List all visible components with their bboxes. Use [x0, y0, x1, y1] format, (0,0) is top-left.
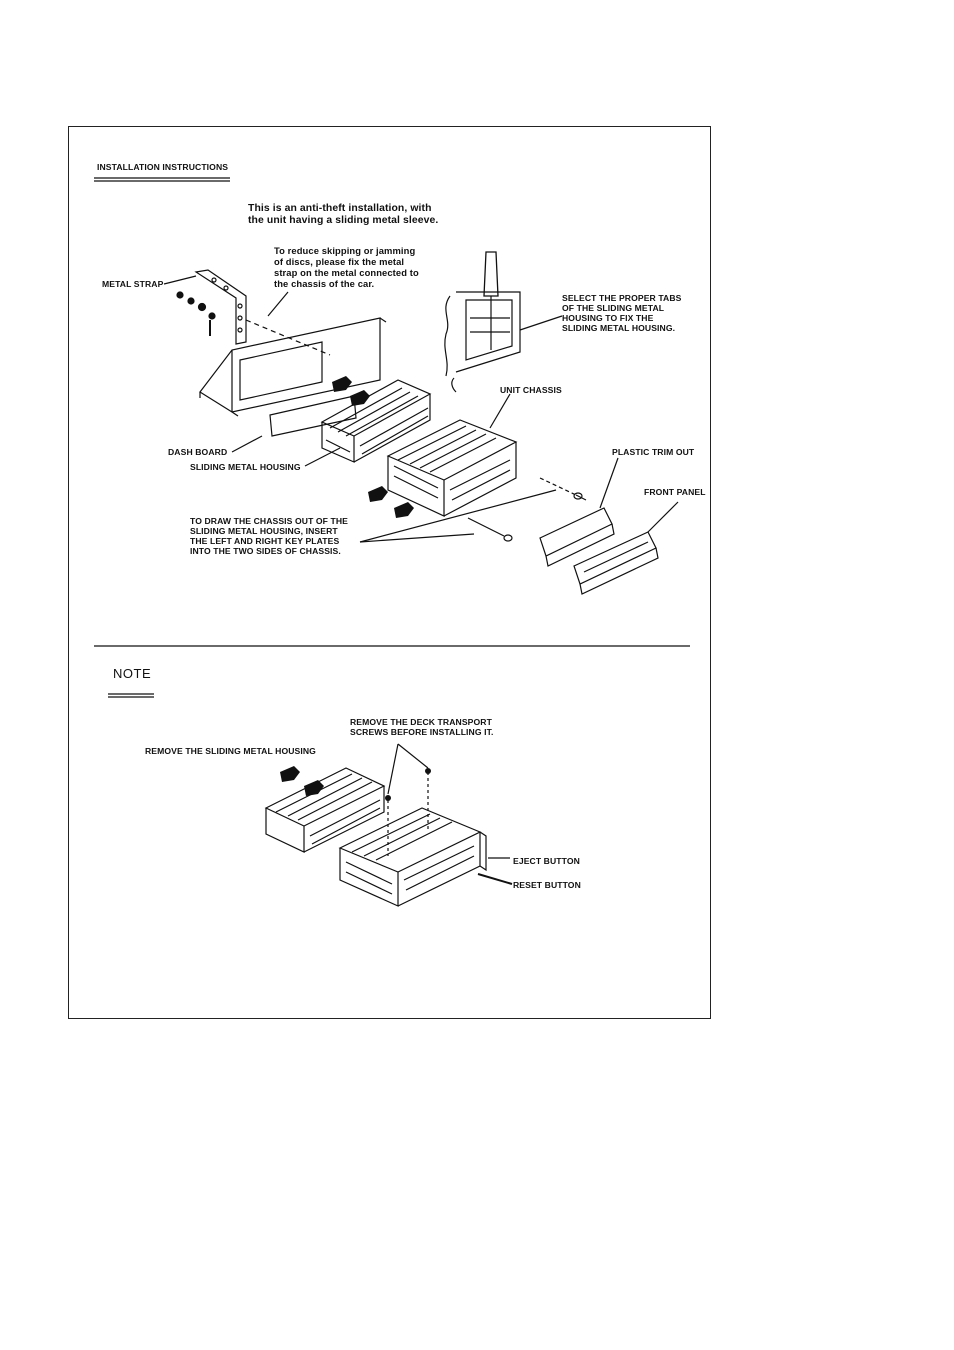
heading-underline	[94, 178, 230, 181]
metal-strap-label: METAL STRAP	[102, 279, 164, 289]
plastic-trim-illustration	[540, 458, 618, 566]
sliding-metal-housing-label: SLIDING METAL HOUSING	[190, 462, 301, 472]
front-panel-illustration	[574, 502, 678, 594]
select-tabs-label: SELECT THE PROPER TABS OF THE SLIDING METAL HOUSING TO FIX THE SLIDING METAL HOUSING.	[562, 293, 682, 333]
screwdriver-tabs-illustration	[445, 252, 520, 392]
draw-chassis-label: TO DRAW THE CHASSIS OUT OF THE SLIDING METAL HOUSING, INSERT THE LEFT AND RIGHT KEY PLATES INTO THE TWO SIDES OF CHASSIS.	[190, 516, 349, 556]
plastic-trim-out-label: PLASTIC TRIM OUT	[612, 447, 695, 457]
front-panel-label: FRONT PANEL	[644, 487, 706, 497]
dash-board-label: DASH BOARD	[168, 447, 228, 457]
direction-arrows	[280, 376, 431, 801]
leader-lines	[164, 276, 562, 466]
unit-chassis-illustration	[388, 394, 516, 516]
remove-screws-label: REMOVE THE DECK TRANSPORT SCREWS BEFORE INSTALLING IT.	[350, 717, 494, 737]
note-chassis-illustration	[340, 744, 512, 906]
reset-button-label: RESET BUTTON	[513, 880, 581, 890]
dash-board-illustration	[200, 318, 386, 436]
eject-button-label: EJECT BUTTON	[513, 856, 580, 866]
remove-housing-label: REMOVE THE SLIDING METAL HOUSING	[145, 746, 316, 756]
note-underline	[108, 694, 154, 697]
installation-heading: INSTALLATION INSTRUCTIONS	[97, 162, 229, 172]
intro-text: This is an anti-theft installation, with the unit having a sliding metal sleeve.	[248, 203, 439, 226]
note-heading: NOTE	[113, 666, 152, 681]
sliding-metal-housing-illustration	[322, 380, 430, 462]
skip-note-text: To reduce skipping or jamming of discs, please fix the metal strap on the metal connected to the chassis of the car.	[274, 245, 419, 289]
unit-chassis-label: UNIT CHASSIS	[500, 385, 562, 395]
